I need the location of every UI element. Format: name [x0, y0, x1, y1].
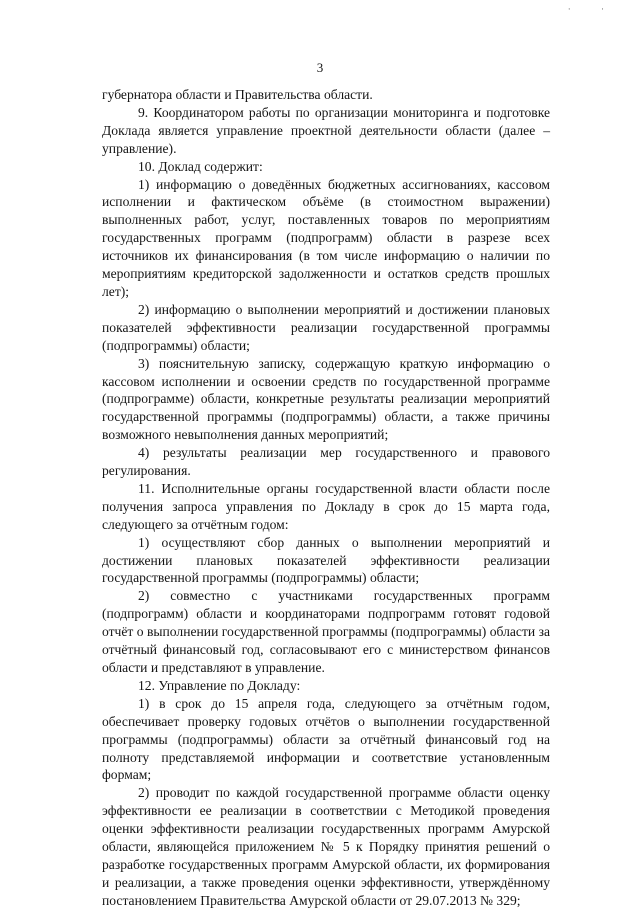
- paragraph-continuation: губернатора области и Правительства области.: [102, 87, 373, 102]
- paragraph-item-10-2: 2) информацию о выполнении мероприятий и достижении плановых показателей эффективности реализации государственной программы (подпрограммы) области;: [102, 301, 550, 353]
- paragraph-item-10-4: 4) результаты реализации мер государственного и правового регулирования.: [102, 445, 550, 479]
- paragraph-item-10: 10. Доклад содержит:: [138, 158, 263, 174]
- paragraph-item-11: 11. Исполнительные органы государственной власти области после получения запроса управления по Докладу в срок до 15 марта года, следующего за отчётным годом:: [102, 480, 550, 532]
- paragraph-item-10-1: 1) информацию о доведённых бюджетных ассигнованиях, кассовом исполнении и фактическом объёме (в стоимостном выражении) выполненных работ, услуг, поставленных товаров по мероприятиям государственных программ (подпрограмм) области в разрезе всех источников их финансирования (в том числе информацию о наличии по мероприятиям кредиторской задолженности и остатков средств прошлых лет);: [102, 176, 550, 299]
- paragraph-item-12-1: 1) в срок до 15 апреля года, следующего за отчётным годом, обеспечивает проверку годовых отчётов о выполнении государственной программы (подпрограммы) области за отчётный финансовый год на полноту представляемой информации и соответствие установленным формам;: [102, 695, 550, 783]
- paragraph-item-11-2: 2) совместно с участниками государственных программ (подпрограмм) области и координаторами подпрограмм готовят годовой отчёт о выполнении государственной программы (подпрограммы) области за отчётный финансовый год, согласовывают его с министерством финансов области и представляют в управление.: [102, 588, 550, 675]
- paragraph-item-11-1: 1) осуществляют сбор данных о выполнении мероприятий и достижении плановых показателей эффективности реализации государственной программы (подпрограммы) области;: [102, 534, 550, 586]
- paragraph-item-10-3: 3) пояснительную записку, содержащую краткую информацию о кассовом исполнении и освоении средств по государственной программе (подпрограмме) области, конкретные результаты реализации мероприятий государственной программы (подпрограммы) области, а также причины возможного невыполнения данных мероприятий;: [102, 355, 550, 443]
- corner-marks: · ·: [567, 4, 618, 14]
- paragraph-item-12: 12. Управление по Докладу:: [138, 677, 301, 693]
- document-body: [102, 86, 550, 910]
- paragraph-item-12-2: 2) проводит по каждой государственной программе области оценку эффективности ее реализации в соответствии с Методикой проведения оценки эффективности реализации государственных программ Амурской области, являющейся приложением № 5 к Порядку принятия решений о разработке государственных программ Амурской области, их формирования и реализации, а также проведения оценки эффективности, утверждённому постановлением Правительства Амурской области от 29.07.2013 № 329;: [102, 785, 550, 908]
- paragraph-item-9: 9. Координатором работы по организации мониторинга и подготовке Доклада является управление проектной деятельности области (далее – управление).: [102, 104, 550, 156]
- page-number: 3: [316, 60, 324, 75]
